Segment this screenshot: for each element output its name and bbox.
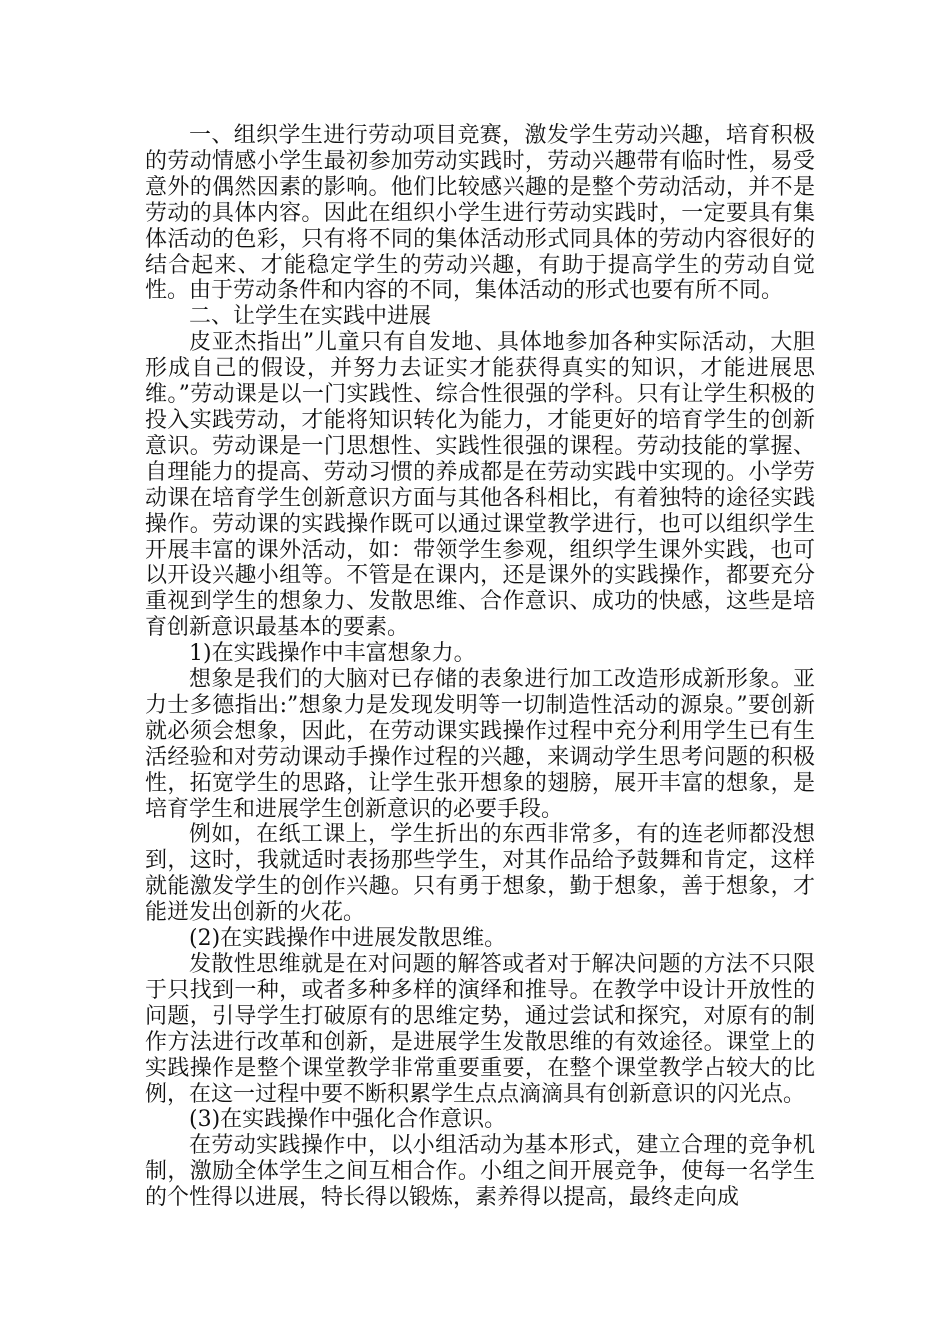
paragraph-imagination: 想象是我们的大脑对已存储的表象进行加工改造形成新形象。亚力士多德指出:”想象力是发现发明等一切制造性活动的源泉。”要创新就必须会想象，因此，在劳动课实践操作过程中充分利用学生已有生活经验和对劳动课动手操作过程的兴趣，来调动学生思考问题的积极性，拓宽学生的思路，让学生张开想象的翅膀，展开丰富的想象，是培育学生和进展学生创新意识的必要手段。 [145,667,815,822]
heading-practice-development: 二、让学生在实践中进展 [189,304,432,330]
paragraph-piaget-quote: 皮亚杰指出”儿童只有自发地、具体地参加各种实际活动，大胆形成自己的假设，并努力去证实才能获得真实的知识，才能进展思维。”劳动课是以一门实践性、综合性很强的学科。只有让学生积极的投入实践劳动，才能将知识转化为能力，才能更好的培育学生的创新意识。劳动课是一门思想性、实践性很强的课程。劳动技能的掌握、自理能力的提高、劳动习惯的养成都是在劳动实践中实现的。小学劳动课在培育学生创新意识方面与其他各科相比，有着独特的途径实践操作。劳动课的实践操作既可以通过课堂教学进行，也可以组织学生开展丰富的课外活动，如：带领学生参观，组织学生课外实践，也可以开设兴趣小组等。不管是在课内，还是课外的实践操作，都要充分重视到学生的想象力、发散思维、合作意识、成功的快感，这些是培育创新意识最基本的要素。 [145,330,815,641]
heading-imagination: 1)在实践操作中丰富想象力。 [189,641,476,667]
paragraph-labor-competition: 一、组织学生进行劳动项目竞赛，激发学生劳动兴趣，培育积极的劳动情感小学生最初参加劳动实践时，劳动兴趣带有临时性，易受意外的偶然因素的影响。他们比较感兴趣的是整个劳动活动，并不是劳动的具体内容。因此在组织小学生进行劳动实践时，一定要具有集体活动的色彩，只有将不同的集体活动形式同具体的劳动内容很好的结合起来、才能稳定学生的劳动兴趣，有助于提高学生的劳动自觉性。由于劳动条件和内容的不同，集体活动的形式也要有所不同。 [145,123,815,304]
heading-cooperation: (3)在实践操作中强化合作意识。 [189,1107,507,1133]
heading-divergent-thinking: (2)在实践操作中进展发散思维。 [189,926,507,952]
paragraph-cooperation: 在劳动实践操作中，以小组活动为基本形式，建立合理的竞争机制，激励全体学生之间互相合作。小组之间开展竞争，使每一名学生的个性得以进展，特长得以锻炼，素养得以提高，最终走向成 [145,1133,815,1211]
document-body [145,123,815,1211]
paragraph-paper-craft-example: 例如，在纸工课上，学生折出的东西非常多，有的连老师都没想到，这时，我就适时表扬那些学生，对其作品给予鼓舞和肯定，这样就能激发学生的创作兴趣。只有勇于想象，勤于想象，善于想象，才能迸发出创新的火花。 [145,822,815,926]
paragraph-divergent-thinking: 发散性思维就是在对问题的解答或者对于解决问题的方法不只限于只找到一种，或者多种多样的演绎和推导。在教学中设计开放性的问题，引导学生打破原有的思维定势，通过尝试和探究，对原有的制作方法进行改革和创新，是进展学生发散思维的有效途径。课堂上的实践操作是整个课堂教学非常重要重要，在整个课堂教学占较大的比例，在这一过程中要不断积累学生点点滴滴具有创新意识的闪光点。 [145,952,815,1107]
